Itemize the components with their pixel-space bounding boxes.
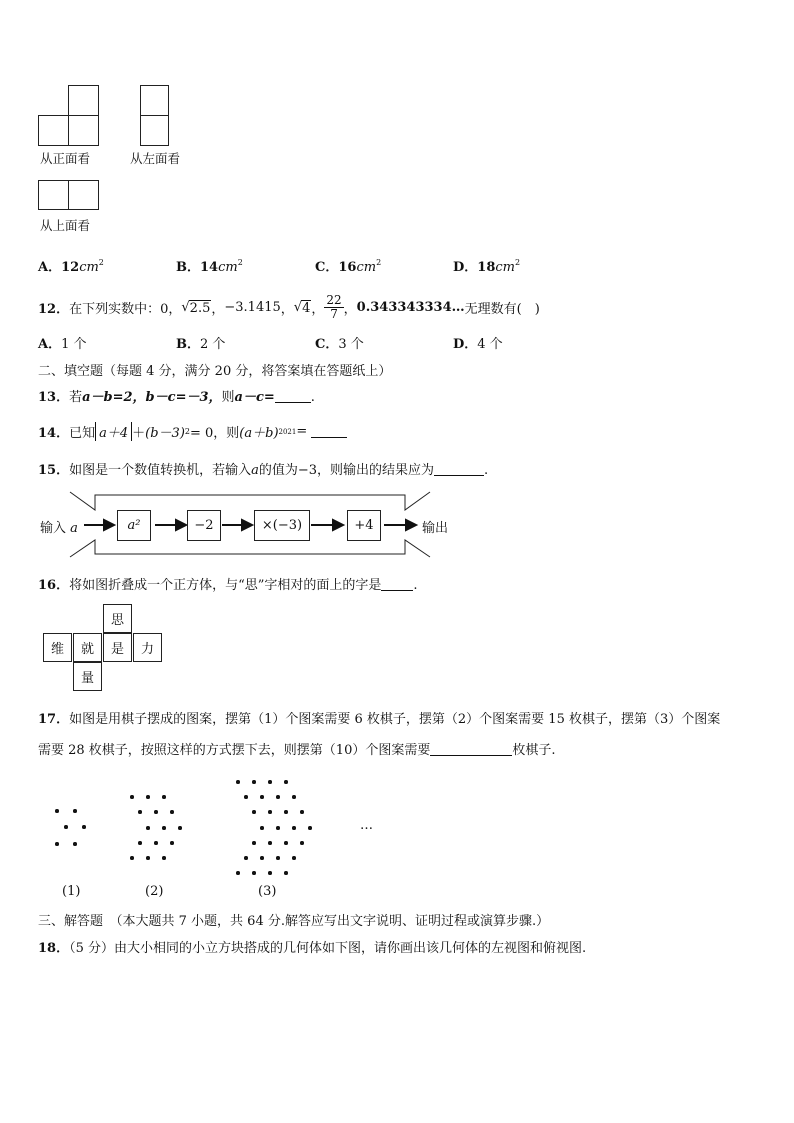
front-view-label: 从正面看: [40, 151, 91, 166]
q17-stem-line1: 17．如图是用棋子摆成的图案，摆第（1）个图案需要 6 枚棋子，摆第（2）个图案需要 15 枚棋子，摆第（3）个图案: [38, 712, 721, 727]
machine-output-label: 输出: [422, 521, 449, 536]
q11-option-a[interactable]: A．$12cm^2$: [38, 258, 104, 275]
q11-option-c[interactable]: C．$16cm^2$: [315, 258, 382, 275]
q17-stem-line2: 需要 28 枚棋子，按照这样的方式摆下去，则摆第（10）个图案需要 枚棋子.: [38, 743, 556, 758]
machine-input-label: 输入 a: [40, 521, 78, 536]
net-cell-jiu: 就: [73, 633, 102, 662]
q14-stem: 14． 已知 a＋4 ＋ (b－3) 2 = 0，则 (a＋b) 2021 =: [38, 422, 347, 441]
pattern-label-1: (1): [62, 884, 81, 899]
q13-stem: 13．若a－b=2，b－c=－3，则a－c= .: [38, 390, 315, 405]
q12-option-b[interactable]: B．2 个: [176, 337, 226, 352]
q17-answer-blank[interactable]: [430, 743, 512, 756]
section-2-heading: 二、填空题（每题 4 分，满分 20 分，将答案填在答题纸上）: [38, 364, 392, 379]
q16-answer-blank[interactable]: [381, 578, 413, 591]
net-cell-wei: 维: [43, 633, 72, 662]
machine-box-times-neg3: ×(−3): [254, 510, 310, 541]
section-3-heading: 三、解答题 （本大题共 7 小题，共 64 分.解答应写出文字说明、证明过程或演算步骤.）: [38, 914, 550, 929]
pattern-label-2: (2): [145, 884, 164, 899]
q15-stem: 15．如图是一个数值转换机，若输入a的值为−3，则输出的结果应为 .: [38, 463, 489, 478]
pattern-label-3: (3): [258, 884, 277, 899]
q12-option-a[interactable]: A．1 个: [38, 337, 87, 352]
top-view-label: 从上面看: [40, 218, 91, 233]
q12-stem: 12． 在下列实数中：0， √ 2.5 ， −3.1415 ， √ 4 ， $\frac{22}{7}$ ， 0.343343334… 无理数有( ): [38, 293, 540, 321]
q18-stem: 18．（5 分）由大小相同的小立方块搭成的几何体如下图，请你画出该几何体的左视图和俯视图.: [38, 941, 587, 956]
left-view-label: 从左面看: [130, 151, 181, 166]
net-cell-li: 力: [133, 633, 162, 662]
net-cell-si: 思: [103, 604, 132, 633]
machine-box-minus-2: −2: [187, 510, 221, 541]
pattern-ellipsis: …: [360, 818, 373, 833]
q12-option-c[interactable]: C．3 个: [315, 337, 364, 352]
q16-stem: 16．将如图折叠成一个正方体，与“思”字相对的面上的字是 .: [38, 578, 418, 593]
q11-option-d[interactable]: D．$18cm^2$: [453, 258, 521, 275]
machine-box-plus-4: +4: [347, 510, 381, 541]
net-cell-liang: 量: [73, 662, 102, 691]
q11-option-b[interactable]: B．$14cm^2$: [176, 258, 243, 275]
machine-box-square: a²: [117, 510, 151, 541]
net-cell-shi: 是: [103, 633, 132, 662]
q12-option-d[interactable]: D．4 个: [453, 337, 503, 352]
